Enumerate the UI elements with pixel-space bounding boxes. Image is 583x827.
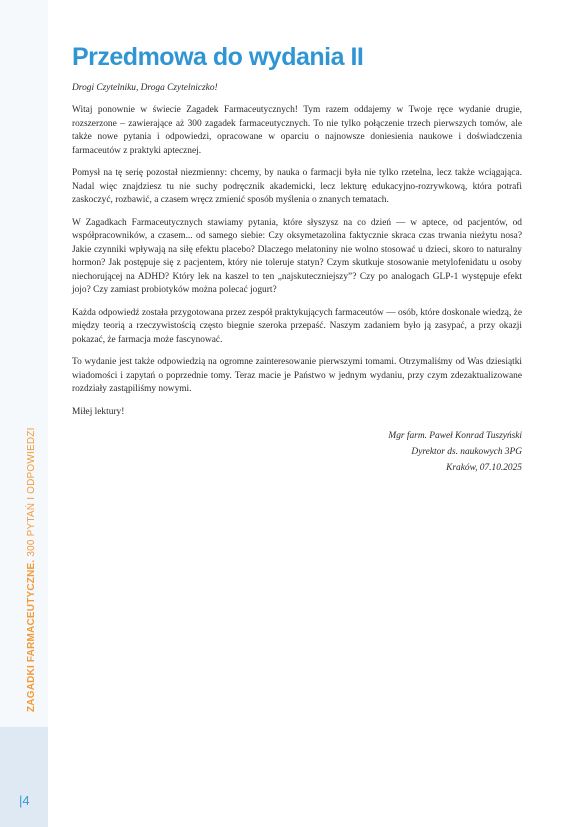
signature-role: Dyrektor ds. naukowych 3PG bbox=[411, 447, 522, 457]
signature-name: Mgr farm. Paweł Konrad Tuszyński bbox=[388, 431, 522, 441]
preface-content bbox=[72, 40, 522, 476]
paragraph-2: Pomysł na tę serię pozostał niezmienny: chcemy, by nauka o farmacji była nie tylko rzetelna, lecz także wciągająca. Nadal więc znajdziesz tu nie suchy podręcznik akademicki, lecz lekturę edukacyjno-rozrywkową, która potrafi zaskoczyć, rozbawić, a czasem wręcz zmienić sposób myślenia o znanych tematach. bbox=[72, 168, 522, 205]
paragraph-5: To wydanie jest także odpowiedzią na ogromne zainteresowanie pierwszymi tomami. Otrzymaliśmy od Was dziesiątki wiadomości i zapytań o poprzednie tomy. Teraz macie je Państwo w jednym wydaniu, przy czym zdezaktualizowane rozdziały zastąpiliśmy nowymi. bbox=[72, 357, 522, 394]
closing-line: Miłej lektury! bbox=[72, 406, 125, 417]
paragraph-1: Witaj ponownie w świecie Zagadek Farmaceutycznych! Tym razem oddajemy w Twoje ręce wydanie drugie, rozszerzone – zawierające aż 300 zagadek farmaceutycznych. To nie tylko połączenie trzech pierwszych tomów, ale także nowe pytania i odpowiedzi, opracowane w oparciu o najnowsze doniesienia naukowe i doświadczenia farmaceutów z praktyki aptecznej. bbox=[72, 105, 522, 156]
signature-place-date: Kraków, 07.10.2025 bbox=[446, 463, 522, 473]
page-title: Przedmowa do wydania II bbox=[72, 43, 364, 71]
greeting: Drogi Czytelniku, Droga Czytelniczko! bbox=[72, 83, 218, 93]
signature-block bbox=[72, 428, 522, 476]
paragraph-4: Każda odpowiedź została przygotowana przez zespół praktykujących farmaceutów — osób, które doskonale wiedzą, że między teorią a rzeczywistością często biegnie szeroka przepaść. Naszym zadaniem było ją zasypać, a przy okazji pokazać, że farmacja może fascynować. bbox=[72, 307, 522, 345]
page-number: |4 bbox=[19, 793, 30, 808]
sidebar-strip bbox=[0, 0, 48, 827]
book-subtitle: 300 PYTAŃ I ODPOWIEDZI bbox=[26, 427, 37, 560]
paragraph-3: W Zagadkach Farmaceutycznych stawiamy pytania, które słyszysz na co dzień — w aptece, od pacjentów, od współpracowników, a czasem... od samego siebie: Czy oksymetazolina faktycznie skraca czas trwania nieżytu nosa? Jakie czynniki wpływają na siłę efektu placebo? Dlaczego melatoniny nie wolno stosować u dzieci, skoro to naturalny hormon? Jak postępuje się z pacjentem, który nie toleruje statyn? Czym skutkuje stosowanie metylofenidatu u osoby niechorującej na ADHD? Który lek na kaszel to ten „najskuteczniejszy”? Czy po analogach GLP-1 występuje efekt jojo? Czy zamiast probiotyków można polecać jogurt? bbox=[72, 217, 522, 295]
book-title-vertical bbox=[26, 427, 37, 712]
book-title-bold: ZAGADKI FARMACEUTYCZNE. bbox=[26, 559, 37, 712]
sidebar-footer-block bbox=[0, 727, 48, 827]
